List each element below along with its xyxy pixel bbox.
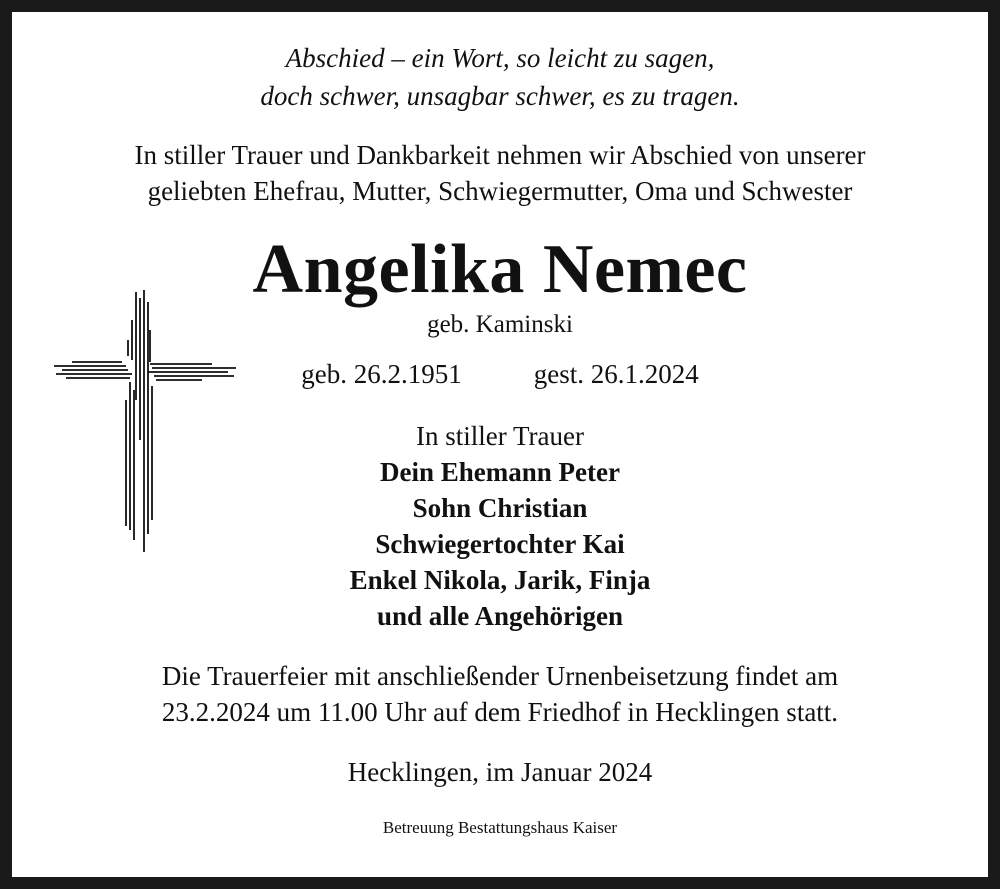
intro-line-2: geliebten Ehefrau, Mutter, Schwiegermutter, Oma und Schwester	[147, 176, 853, 206]
mourner-line: Sohn Christian	[412, 493, 588, 523]
poem-line-2: doch schwer, unsagbar schwer, es zu tragen.	[260, 81, 740, 111]
mourner-line: Schwiegertochter Kai	[375, 529, 625, 559]
birth-date: geb. 26.2.1951	[301, 359, 462, 389]
mourners-intro: In stiller Trauer	[416, 421, 584, 451]
maiden-name: geb. Kaminski	[427, 311, 573, 338]
intro-line-1: In stiller Trauer und Dankbarkeit nehmen wir Abschied von unserer	[134, 140, 866, 170]
mourner-line: Dein Ehemann Peter	[380, 457, 620, 487]
ceremony-line-2: 23.2.2024 um 11.00 Uhr auf dem Friedhof in Hecklingen statt.	[161, 697, 839, 727]
death-date: gest. 26.1.2024	[533, 359, 699, 389]
deceased-name: Angelika Nemec	[252, 231, 748, 308]
undertaker-credit: Betreuung Bestattungshaus Kaiser	[382, 818, 618, 837]
ceremony-line-1: Die Trauerfeier mit anschließender Urnenbeisetzung findet am	[161, 661, 839, 691]
poem-line-1: Abschied – ein Wort, so leicht zu sagen,	[285, 43, 715, 73]
place-date: Hecklingen, im Januar 2024	[347, 757, 653, 787]
mourner-line: und alle Angehörigen	[376, 601, 624, 631]
mourner-line: Enkel Nikola, Jarik, Finja	[349, 565, 651, 595]
